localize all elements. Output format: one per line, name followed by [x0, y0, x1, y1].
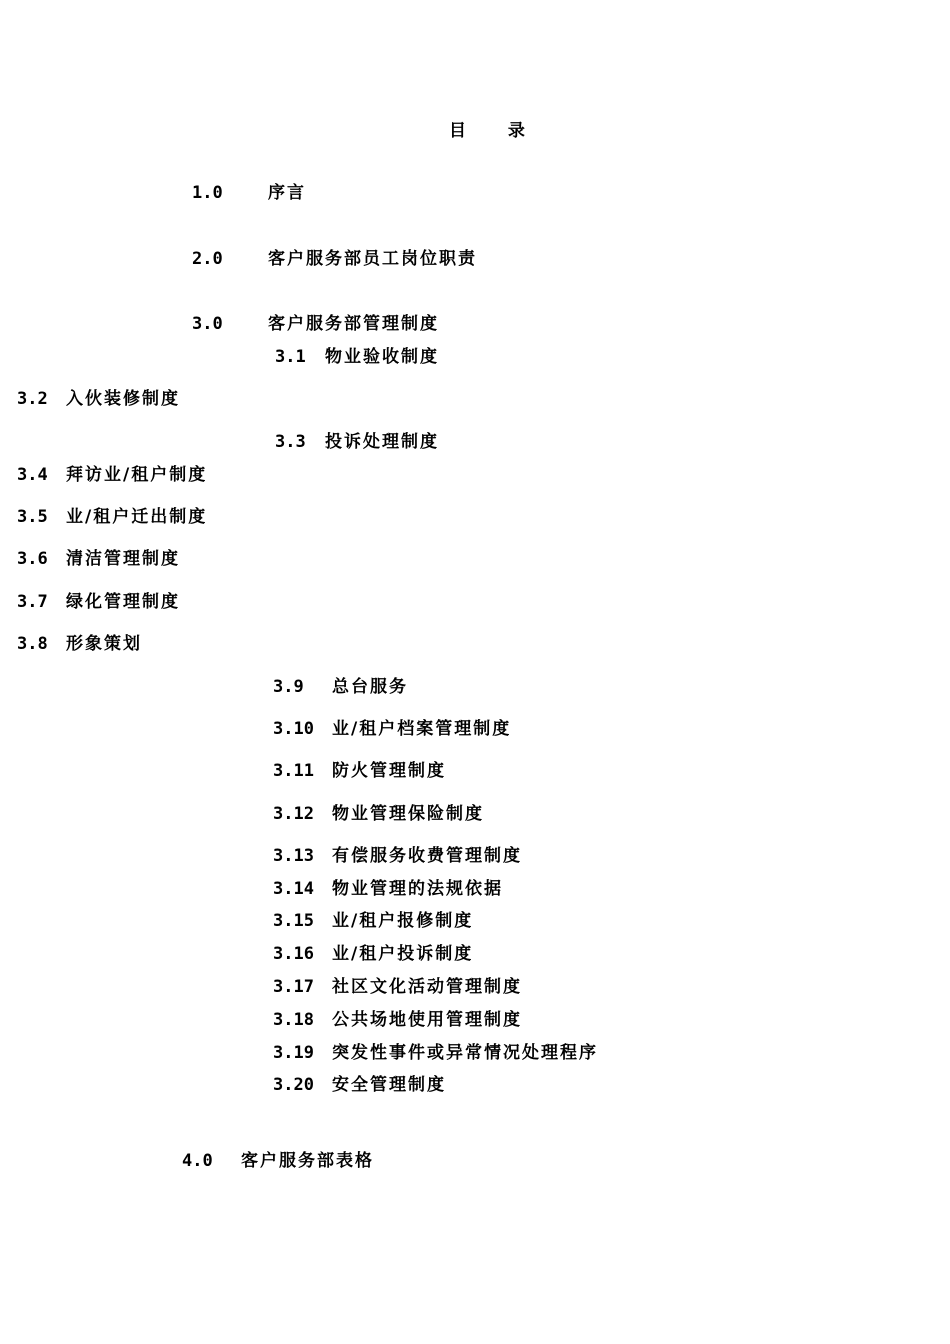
toc-entry-text: 社区文化活动管理制度 [332, 977, 522, 997]
toc-entry-text: 形象策划 [66, 634, 142, 654]
toc-entry-number: 3.10 [273, 719, 314, 739]
toc-entry-text: 客户服务部管理制度 [268, 314, 439, 334]
toc-entry-number: 4.0 [182, 1151, 213, 1171]
toc-entry-number: 1.0 [192, 183, 223, 203]
toc-entry-number: 3.5 [17, 507, 48, 527]
toc-entry-text: 物业管理保险制度 [332, 804, 484, 824]
toc-entry-number: 3.15 [273, 911, 314, 931]
toc-entry-text: 公共场地使用管理制度 [332, 1010, 522, 1030]
toc-entry-number: 3.8 [17, 634, 48, 654]
toc-entry-text: 总台服务 [332, 677, 408, 697]
toc-entry-number: 3.9 [273, 677, 304, 697]
toc-entry-text: 物业验收制度 [325, 347, 439, 367]
toc-entry-text: 清洁管理制度 [66, 549, 180, 569]
toc-entry-text: 拜访业/租户制度 [66, 465, 208, 485]
toc-entry-text: 客户服务部表格 [241, 1151, 374, 1171]
toc-entry-number: 3.19 [273, 1043, 314, 1063]
toc-entry-text: 业/租户迁出制度 [66, 507, 208, 527]
toc-entry-text: 业/租户档案管理制度 [332, 719, 512, 739]
toc-entry-text: 物业管理的法规依据 [332, 879, 503, 899]
toc-entry-number: 3.2 [17, 389, 48, 409]
toc-entry-number: 3.11 [273, 761, 314, 781]
toc-entry-number: 3.3 [275, 432, 306, 452]
toc-entry-number: 2.0 [192, 249, 223, 269]
toc-entry-text: 突发性事件或异常情况处理程序 [332, 1043, 598, 1063]
toc-entry-text: 安全管理制度 [332, 1075, 446, 1095]
toc-entry-text: 客户服务部员工岗位职责 [268, 249, 477, 269]
toc-entry-text: 序言 [268, 183, 306, 203]
toc-entry-number: 3.18 [273, 1010, 314, 1030]
toc-title: 目 录 [449, 121, 543, 141]
toc-entry-number: 3.17 [273, 977, 314, 997]
toc-entry-number: 3.7 [17, 592, 48, 612]
toc-entry-text: 入伙装修制度 [66, 389, 180, 409]
toc-entry-text: 业/租户报修制度 [332, 911, 474, 931]
toc-entry-number: 3.14 [273, 879, 314, 899]
toc-entry-number: 3.13 [273, 846, 314, 866]
toc-entry-number: 3.16 [273, 944, 314, 964]
toc-entry-text: 防火管理制度 [332, 761, 446, 781]
toc-entry-number: 3.12 [273, 804, 314, 824]
toc-entry-text: 投诉处理制度 [325, 432, 439, 452]
toc-entry-number: 3.20 [273, 1075, 314, 1095]
toc-entry-text: 有偿服务收费管理制度 [332, 846, 522, 866]
toc-entry-number: 3.6 [17, 549, 48, 569]
toc-entry-number: 3.0 [192, 314, 223, 334]
toc-entry-number: 3.4 [17, 465, 48, 485]
toc-entry-text: 业/租户投诉制度 [332, 944, 474, 964]
toc-entry-text: 绿化管理制度 [66, 592, 180, 612]
toc-entry-number: 3.1 [275, 347, 306, 367]
